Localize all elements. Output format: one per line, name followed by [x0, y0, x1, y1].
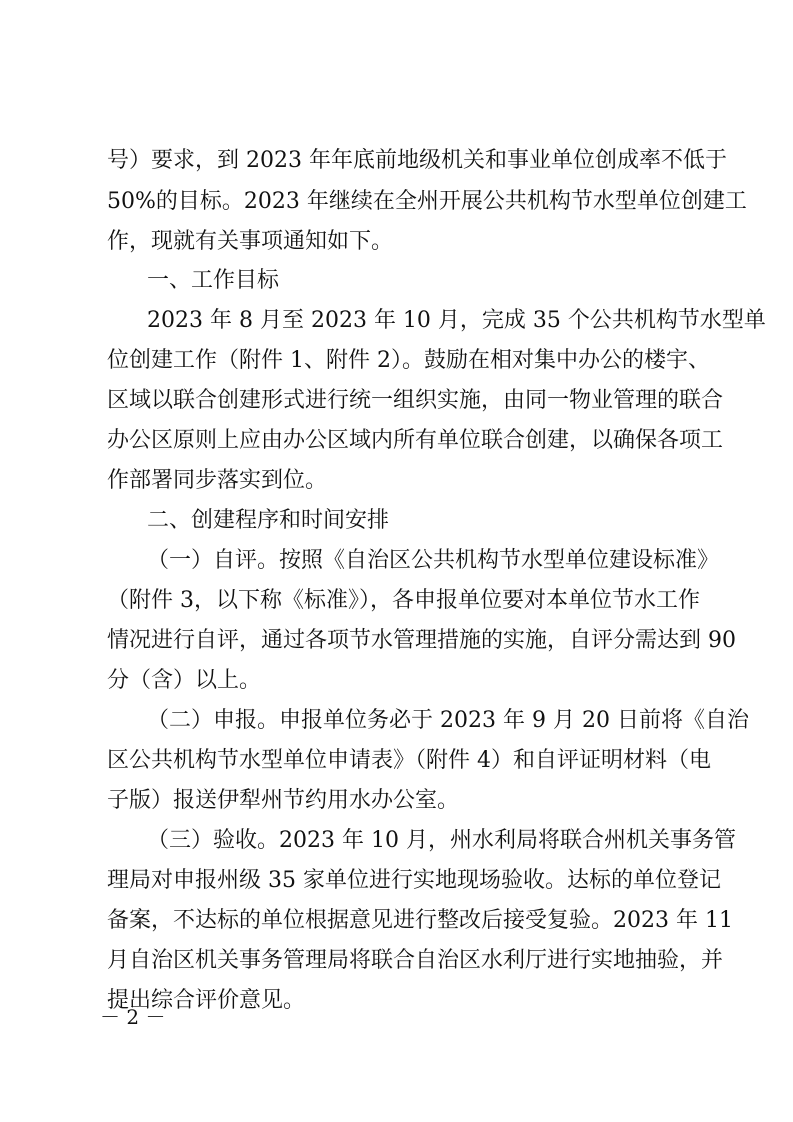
paragraph-line: 子版）报送伊犁州节约用水办公室。 [107, 788, 460, 813]
paragraph-line: 位创建工作（附件 1、附件 2）。鼓励在相对集中办公的楼宇、 [107, 348, 710, 373]
paragraph-line: （一）自评。按照《自治区公共机构节水型单位建设标准》 [147, 548, 720, 573]
paragraph-line: （二）申报。申报单位务必于 2023 年 9 月 20 日前将《自治 [147, 708, 749, 733]
paragraph-line: 2023 年 8 月至 2023 年 10 月，完成 35 个公共机构节水型单 [147, 308, 766, 333]
paragraph-line: 作，现就有关事项通知如下。 [107, 229, 394, 254]
paragraph-line: 号）要求，到 2023 年年底前地级机关和事业单位创成率不低于 [107, 148, 727, 173]
paragraph-line: 区域以联合创建形式进行统一组织实施，由同一物业管理的联合 [107, 388, 724, 413]
paragraph-line: 分（含）以上。 [107, 668, 262, 693]
paragraph-line: 作部署同步落实到位。 [107, 468, 328, 493]
paragraph-line: （三）验收。2023 年 10 月，州水利局将联合州机关事务管 [147, 828, 736, 853]
section-heading-goals: 一、工作目标 [147, 268, 280, 293]
page-number: － 2 － [100, 1005, 166, 1029]
paragraph-line: 50%的目标。2023 年继续在全州开展公共机构节水型单位创建工 [107, 189, 747, 214]
paragraph-line: 备案，不达标的单位根据意见进行整改后接受复验。2023 年 11 [107, 908, 733, 933]
paragraph-line: 情况进行自评，通过各项节水管理措施的实施，自评分需达到 90 [107, 628, 736, 653]
paragraph-line: 理局对申报州级 35 家单位进行实地现场验收。达标的单位登记 [107, 868, 721, 893]
section-heading-procedure: 二、创建程序和时间安排 [147, 508, 390, 533]
paragraph-line: 提出综合评价意见。 [107, 988, 306, 1013]
paragraph-line: 办公区原则上应由办公区域内所有单位联合创建，以确保各项工 [107, 428, 724, 453]
paragraph-line: 区公共机构节水型单位申请表》（附件 4）和自评证明材料（电 [107, 748, 711, 773]
paragraph-line: 月自治区机关事务管理局将联合自治区水利厅进行实地抽验，并 [107, 948, 724, 973]
paragraph-line: （附件 3，以下称《标准》），各申报单位要对本单位节水工作 [107, 588, 700, 613]
